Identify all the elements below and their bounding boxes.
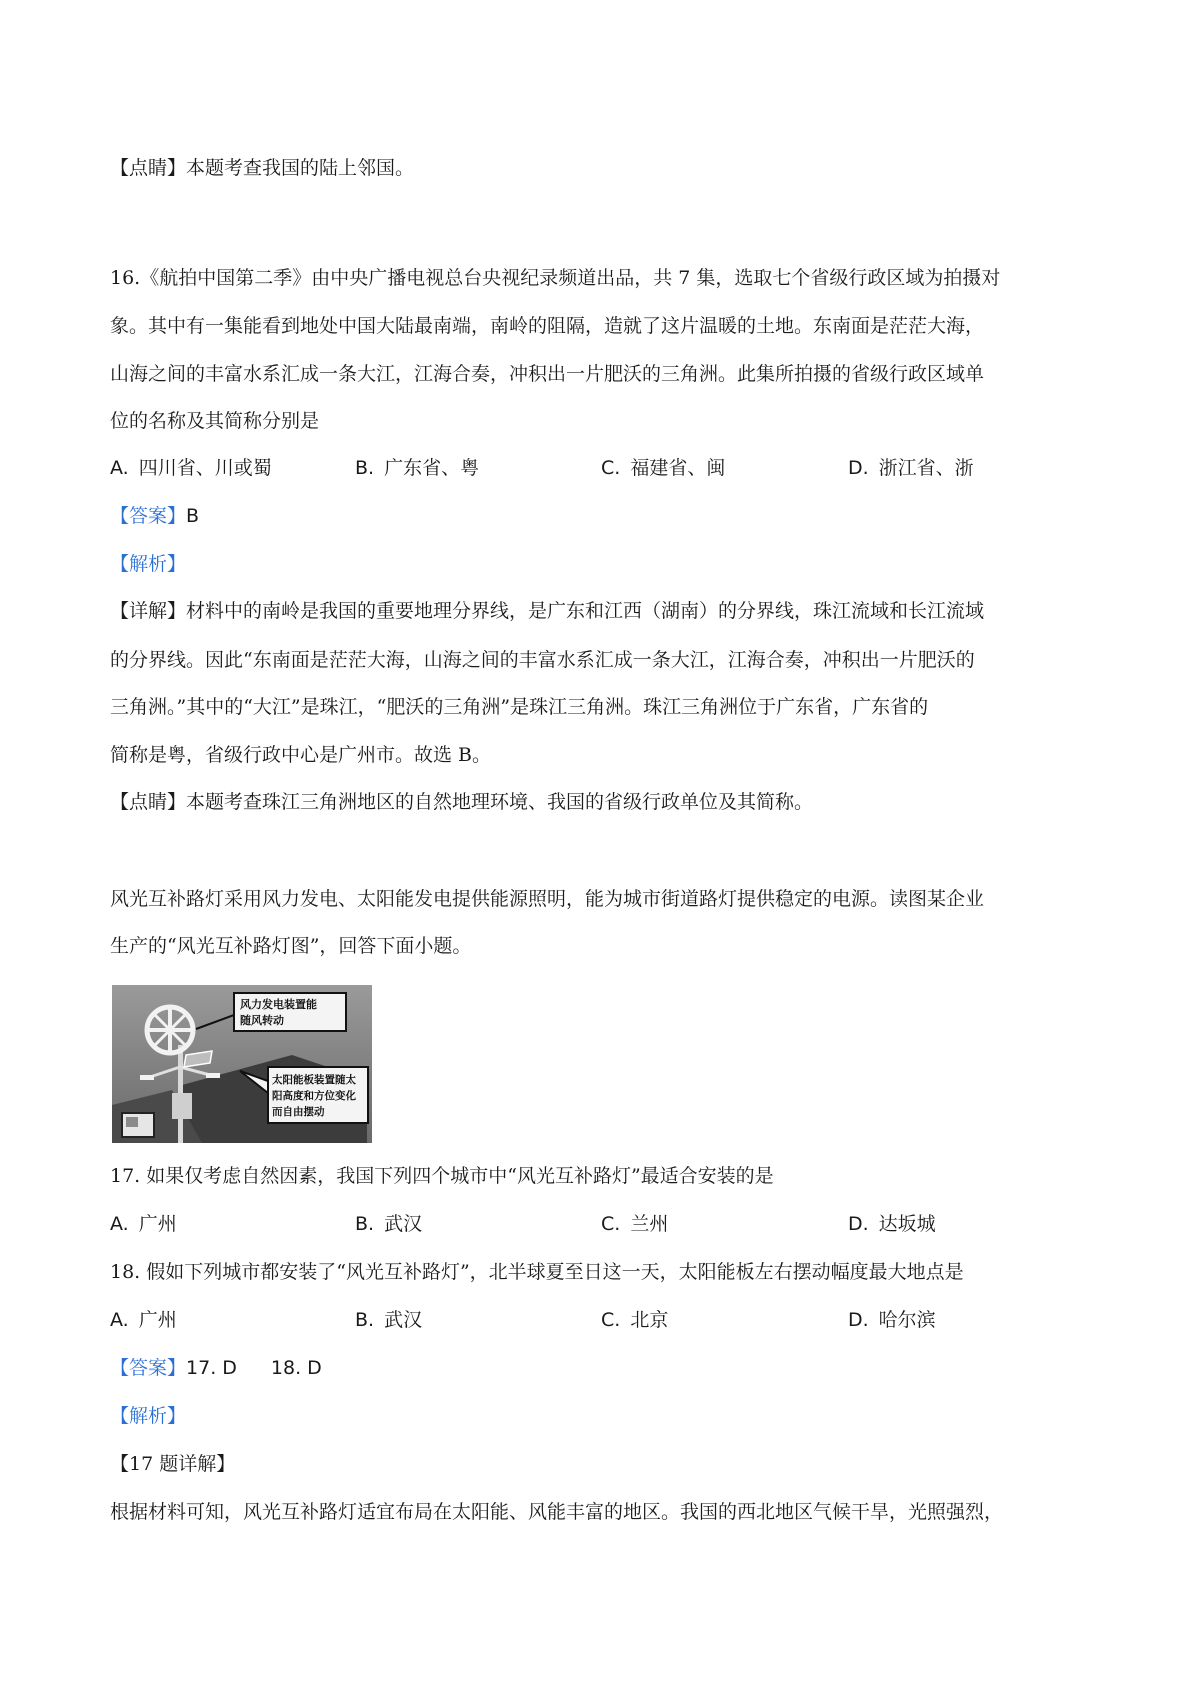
- q16-option-a: [110, 454, 272, 482]
- option-letter: A.: [110, 457, 129, 479]
- option-letter: A.: [110, 1213, 129, 1235]
- option-letter: B.: [355, 1309, 375, 1331]
- detail-text: 材料中的南岭是我国的重要地理分界线，是广东和江西（湖南）的分界线，珠江流域和长江流域: [186, 600, 985, 622]
- q16-stem-line-2: 象。其中有一集能看到地处中国大陆最南端，南岭的阻隔，造就了这片温暖的土地。东南面是茫茫大海，: [110, 315, 985, 337]
- comment-tag: 【点睛】: [110, 791, 187, 813]
- option-letter: D.: [848, 1213, 869, 1235]
- option-letter: C.: [601, 1309, 621, 1331]
- q17-18-answer: [110, 1354, 322, 1382]
- q18-option-d: [848, 1306, 936, 1334]
- q16-detail-line-4: 简称是粤，省级行政中心是广州市。故选 B。: [110, 744, 492, 766]
- callout-top-line-2: 随风转动: [240, 1014, 284, 1027]
- q18-option-a: [110, 1306, 177, 1334]
- q16-option-d: [848, 454, 974, 482]
- q15-comment: [110, 154, 414, 182]
- detail-tag: 【详解】: [110, 600, 187, 622]
- q17-option-d: [848, 1210, 936, 1238]
- q16-detail-line-2: 的分界线。因此“东南面是茫茫大海，山海之间的丰富水系汇成一条大江，江海合奏，冲积出一片肥沃的: [110, 649, 975, 671]
- q17-option-a: [110, 1210, 177, 1238]
- option-text: 达坂城: [878, 1213, 936, 1235]
- option-text: 广州: [138, 1309, 177, 1331]
- q16-comment: [110, 788, 813, 816]
- option-text: 北京: [630, 1309, 669, 1331]
- q18-stem: 18. 假如下列城市都安装了“风光互补路灯”，北半球夏至日这一天，太阳能板左右摆动幅度最大地点是: [110, 1261, 964, 1283]
- q17-detail-tag: 【17 题详解】: [110, 1453, 236, 1475]
- option-letter: B.: [355, 1213, 375, 1235]
- option-letter: C.: [601, 457, 621, 479]
- option-letter: A.: [110, 1309, 129, 1331]
- option-letter: B.: [355, 457, 375, 479]
- option-text: 兰州: [630, 1213, 669, 1235]
- answer-18: 18. D: [270, 1357, 322, 1379]
- option-text: 四川省、川或蜀: [138, 457, 272, 479]
- answer-tag: 【答案】: [110, 1357, 187, 1379]
- q16-analysis-tag: 【解析】: [110, 553, 187, 575]
- callout-top-line-1: 风力发电装置能: [240, 998, 317, 1011]
- q17-option-c: [601, 1210, 668, 1238]
- option-text: 武汉: [384, 1309, 423, 1331]
- q16-detail-line-1: [110, 597, 984, 625]
- intro-line-1: 风光互补路灯采用风力发电、太阳能发电提供能源照明，能为城市街道路灯提供稳定的电源。读图某企业: [110, 888, 985, 910]
- option-letter: D.: [848, 457, 869, 479]
- q16-option-c: [601, 454, 725, 482]
- option-text: 福建省、闽: [630, 457, 726, 479]
- answer-17: 17. D: [186, 1357, 237, 1379]
- answer-tag: 【答案】: [110, 505, 187, 527]
- intro-line-2: 生产的“风光互补路灯图”，回答下面小题。: [110, 935, 472, 957]
- street-lamp-figure: [112, 985, 372, 1143]
- comment-text: 本题考查珠江三角洲地区的自然地理环境、我国的省级行政单位及其简称。: [186, 791, 814, 813]
- option-text: 武汉: [384, 1213, 423, 1235]
- q18-option-b: [355, 1306, 422, 1334]
- q17-detail-text: 根据材料可知，风光互补路灯适宜布局在太阳能、风能丰富的地区。我国的西北地区气候干旱，光照强烈，: [110, 1501, 1004, 1523]
- q16-answer: [110, 502, 199, 530]
- comment-tag: 【点睛】: [110, 157, 187, 179]
- callout-bottom-line-3: 而自由摆动: [272, 1106, 325, 1118]
- q17-18-analysis-tag: 【解析】: [110, 1405, 187, 1427]
- q16-option-b: [355, 454, 479, 482]
- option-letter: D.: [848, 1309, 869, 1331]
- street-lamp-illustration: [112, 985, 372, 1143]
- answer-value: B: [186, 505, 200, 527]
- comment-text: 本题考查我国的陆上邻国。: [186, 157, 415, 179]
- q17-option-b: [355, 1210, 422, 1238]
- option-text: 广州: [138, 1213, 177, 1235]
- option-text: 浙江省、浙: [878, 457, 974, 479]
- q17-stem: 17. 如果仅考虑自然因素，我国下列四个城市中“风光互补路灯”最适合安装的是: [110, 1165, 774, 1187]
- callout-bottom-line-1: 太阳能板装置随太: [272, 1074, 356, 1086]
- q18-option-c: [601, 1306, 668, 1334]
- option-letter: C.: [601, 1213, 621, 1235]
- q16-stem-line-3: 山海之间的丰富水系汇成一条大江，江海合奏，冲积出一片肥沃的三角洲。此集所拍摄的省级行政区域单: [110, 363, 985, 385]
- q16-stem-line-1: 16.《航拍中国第二季》由中央广播电视总台央视纪录频道出品，共 7 集，选取七个省级行政区域为拍摄对: [110, 267, 1001, 289]
- q16-detail-line-3: 三角洲。”其中的“大江”是珠江，“肥沃的三角洲”是珠江三角洲。珠江三角洲位于广东省，广东省的: [110, 696, 929, 718]
- option-text: 哈尔滨: [878, 1309, 936, 1331]
- callout-bottom-line-2: 阳高度和方位变化: [272, 1090, 356, 1102]
- option-text: 广东省、粤: [384, 457, 480, 479]
- q16-stem-line-4: 位的名称及其简称分别是: [110, 410, 320, 432]
